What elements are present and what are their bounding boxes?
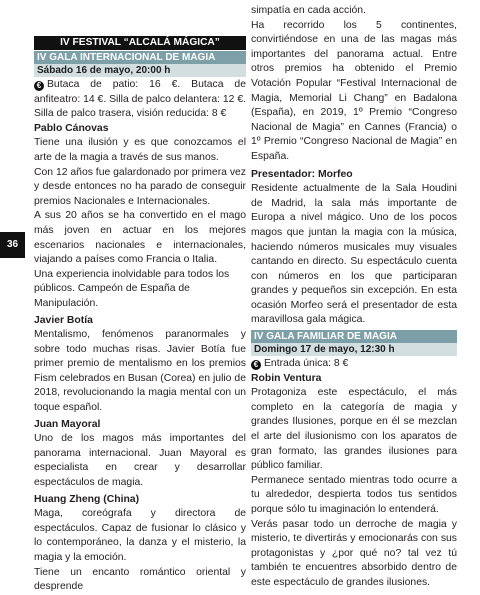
- right-column: [251, 4, 457, 591]
- performer-bio: Con 12 años fue galardonado por primera vez y desde entonces no ha parado de conseguir premios Nacionales e Internacionales.: [34, 166, 246, 207]
- left-column: [34, 51, 246, 595]
- performer-bio: Mentalismo, fenómenos paranormales y sobre todo muchas risas. Javier Botía fue primer premio de mentalismo en los premios Fism celebrados en Busan (Corea) en julio de 2018, revolucionando la magia mental con un toque español.: [34, 329, 246, 414]
- performer-name: Pablo Cánovas: [34, 122, 109, 134]
- euro-icon: €: [251, 360, 261, 370]
- gala-family-date: Domingo 17 de mayo, 12:30 h: [251, 343, 457, 356]
- presenter-bio: Residente actualmente de la Sala Houdini de Madrid, la sala más importante de Europa a nivel mágico. Uno de los pocos magos que juntan la magia con la música, haciendo números musicales muy visuales cantando en directo. Su espectáculo cuenta con números en los que participaran grandes y pequeños sin excepción. En esta ocasión Morfeo será el presentador de esta maravillosa gala mágica.: [251, 183, 457, 326]
- gala-family-prices: € Entrada única: 8 €: [251, 357, 457, 372]
- performer-bio: Permanece sentado mientras todo ocurre a tu alrededor, despierta todos tus sentidos porque sólo tu imaginación lo entenderá.: [251, 474, 457, 515]
- performer-bio: Una experiencia inolvidable para todos los públicos. Campeón de España de Manipulación.: [34, 268, 230, 309]
- performer-bio: Ha recorrido los 5 continentes, convirtiéndose en una de las magas más importantes del panorama actual. Entre otros premios ha obtenido el Premio Votación Popular “Festival Internacional de Magia, Memorial Li Chang” en Badalona (España), en 2019, 1º Premio “Congreso Nacional de Magia” en Cannes (Francia) o 1º Premio “Congreso Nacional de Magia” en España.: [251, 19, 457, 162]
- performer-bio: A sus 20 años se ha convertido en el mago más joven en actuar en los mejores escenarios nacionales e internacionales, viajando a países como Francia o Italia.: [34, 210, 246, 266]
- page-number: 36: [0, 232, 25, 258]
- gala-family-title: IV GALA FAMILIAR DE MAGIA: [251, 330, 457, 343]
- performer-bio: Protagoniza este espectáculo, el más completo en la categoría de magia y grandes Ilusiones, porque en él se mezclan el arte del ilusionismo con los aparatos de gran formato, las grandes ilusiones para público familiar.: [251, 387, 457, 472]
- gala-international-title: IV GALA INTERNACIONAL DE MAGIA: [34, 51, 246, 64]
- performer-bio: Uno de los magos más importantes del panorama internacional. Juan Mayoral es especialista en crear y desarrollar espectáculos de magia.: [34, 433, 246, 489]
- performer-bio: Verás pasar todo un derroche de magia y misterio, te divertirás y emocionarás con sus protagonistas y ¿por qué no? tal vez tú también te encuentres absorbido dentro de este espectáculo de grandes ilusiones.: [251, 518, 457, 588]
- performer-bio: Tiene un encanto romántico oriental y desprende: [34, 566, 246, 593]
- performer-name: Juan Mayoral: [34, 418, 101, 430]
- performer-bio: simpatía en cada acción.: [251, 5, 366, 16]
- performer-name: Huang Zheng (China): [34, 493, 140, 505]
- performer-bio: Maga, coreógrafa y directora de espectáculos. Capaz de fusionar lo clásico y lo contemporáneo, la danza y el misterio, la magia y la emoción.: [34, 508, 246, 563]
- gala-international-prices: € Butaca de patio: 16 €. Butaca de anfiteatro: 14 €. Silla de palco delantera: 12 €. Silla de palco trasera, visión reducida: 8 €: [34, 79, 246, 120]
- gala-international-date: Sábado 16 de mayo, 20:00 h: [34, 64, 246, 77]
- presenter-name: Presentador: Morfeo: [251, 168, 353, 180]
- festival-title: IV FESTIVAL “ALCALÁ MÁGICA”: [34, 36, 246, 50]
- performer-bio: Tiene una ilusión y es que conozcamos el arte de la magia a través de sus manos.: [34, 137, 246, 163]
- euro-icon: €: [34, 81, 44, 91]
- performer-name: Robin Ventura: [251, 372, 322, 384]
- performer-name: Javier Botía: [34, 314, 93, 326]
